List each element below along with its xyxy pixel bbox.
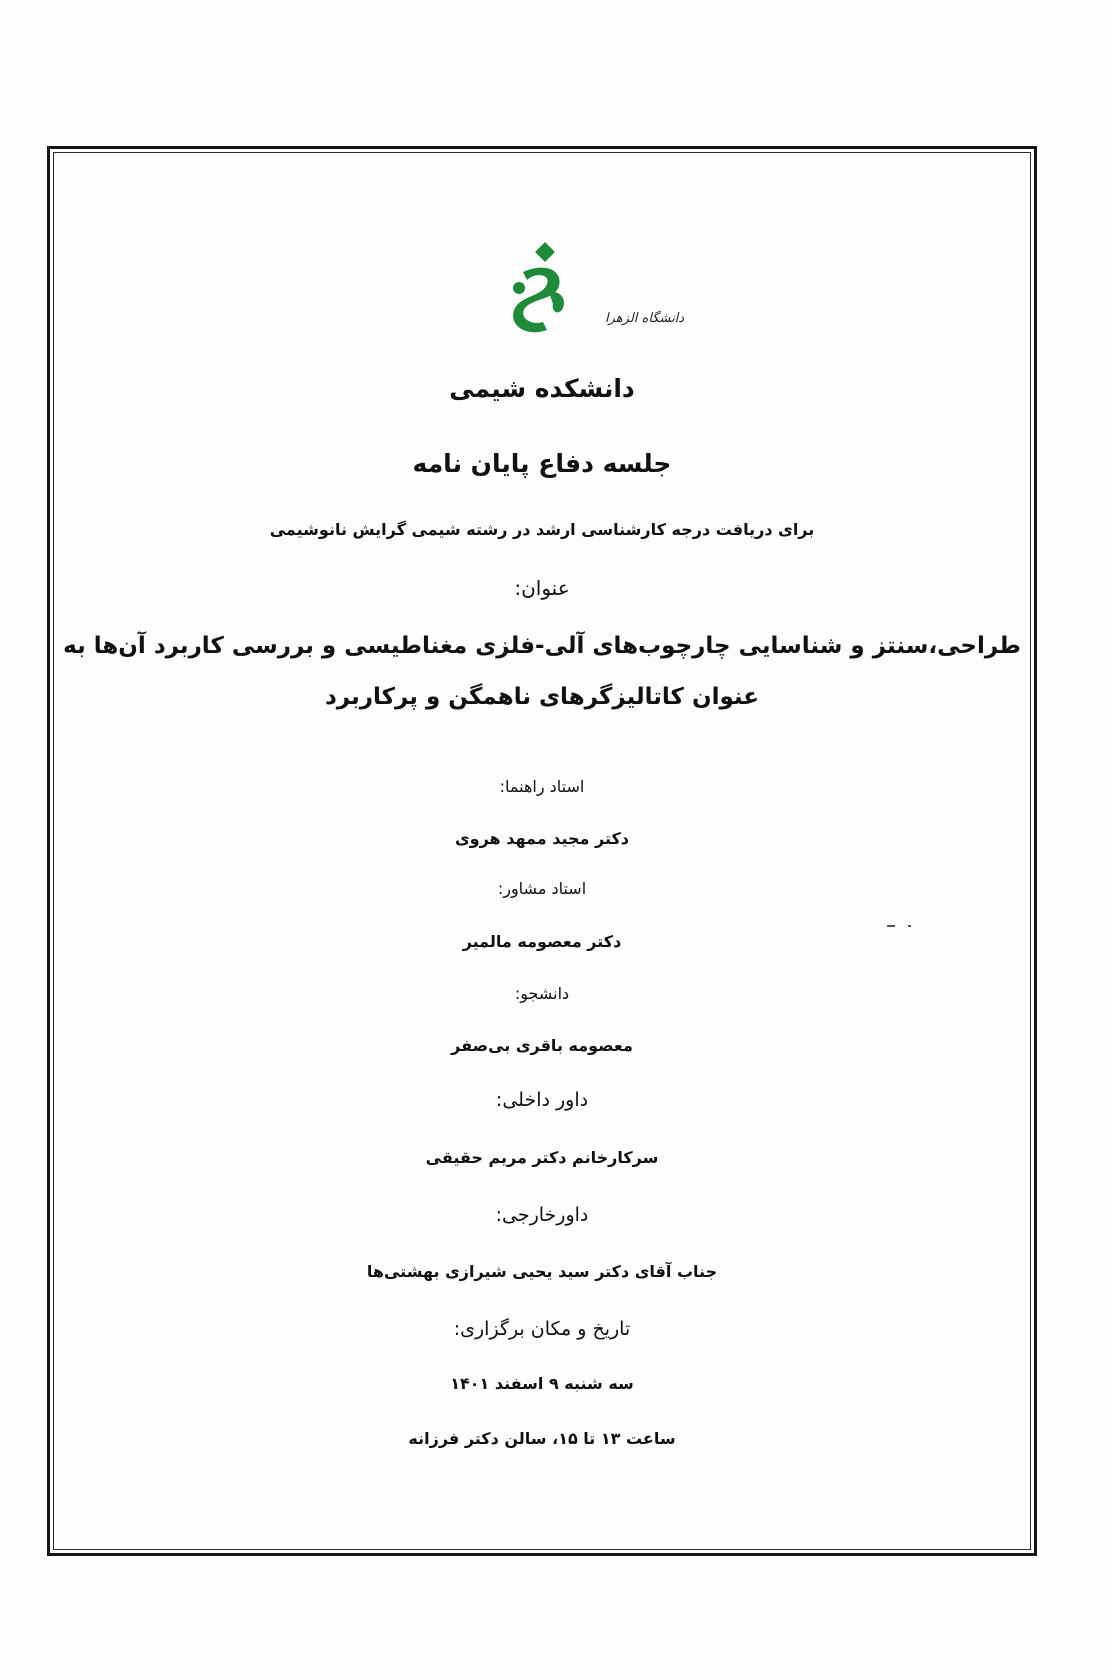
advisor-label: استاد مشاور: xyxy=(497,879,587,898)
external-examiner-name: جناب آقای دکتر سید یحیی شیرازی بهشتی‌ها xyxy=(366,1262,718,1281)
alzahra-emblem-icon xyxy=(485,242,685,352)
logo-text: دانشگاه الزهرا xyxy=(605,311,685,326)
degree-line: برای دریافت درجه کارشناسی ارشد در رشته شیمی گرایش نانوشیمی xyxy=(269,520,815,539)
supervisor-name: دکتر مجید ممهد هروی xyxy=(454,829,629,848)
date-place-label: تاریخ و مکان برگزاری: xyxy=(453,1318,631,1340)
scan-speck xyxy=(908,925,911,927)
document-page xyxy=(53,152,1031,1550)
external-examiner-label: داورخارجی: xyxy=(495,1204,589,1226)
internal-examiner-name: سرکارخانم دکتر مریم حقیقی xyxy=(425,1148,659,1167)
internal-examiner-label: داور داخلی: xyxy=(495,1089,589,1111)
university-logo xyxy=(485,242,685,352)
scan-speck xyxy=(887,925,895,927)
thesis-title-label: عنوان: xyxy=(514,576,570,600)
thesis-title-line-1: طراحی،سنتز و شناسایی چارچوب‌های آلی-فلزی مغناطیسی و بررسی کاربرد آن‌ها به xyxy=(63,633,1021,659)
student-name: معصومه باقری بی‌صفر xyxy=(451,1036,633,1055)
event-date: سه شنبه ۹ اسفند ۱۴۰۱ xyxy=(450,1374,634,1393)
thesis-title-line-2: عنوان کاتالیزگرهای ناهمگن و پرکاربرد xyxy=(325,684,759,710)
event-time-place: ساعت ۱۳ تا ۱۵، سالن دکتر فرزانه xyxy=(408,1429,676,1448)
advisor-name: دکتر معصومه مالمیر xyxy=(462,932,622,951)
student-label: دانشجو: xyxy=(514,984,570,1003)
supervisor-label: استاد راهنما: xyxy=(499,777,585,796)
session-title: جلسه دفاع پایان نامه xyxy=(412,449,672,478)
faculty-title: دانشکده شیمی xyxy=(449,374,635,403)
